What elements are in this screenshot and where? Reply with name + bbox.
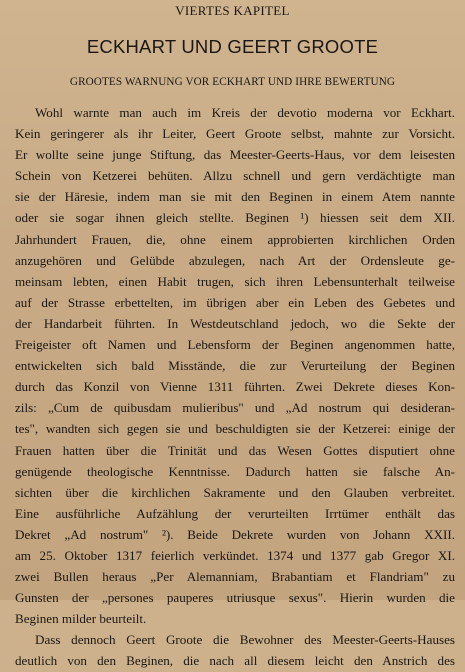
text-line: entwickelten sich bald Misstände, die zur Verurteilung der Beginen bbox=[15, 358, 455, 374]
body-text bbox=[15, 102, 455, 672]
text-line: Dass dennoch Geert Groote die Bewohner des Meester-Geerts-Hauses bbox=[35, 632, 455, 648]
text-line: meinsam lebten, einen Habit trugen, sich ihren Lebensunterhalt teilweise bbox=[15, 273, 455, 289]
section-subtitle: GROOTES WARNUNG VOR ECKHART UND IHRE BEWERTUNG bbox=[69, 76, 396, 88]
text-line: Eine ausführliche Aufzählung der verurteilten Irrtümer enthält das bbox=[15, 505, 455, 521]
text-line: Wohl warnte man auch im Kreis der devotio moderna vor Eckhart. bbox=[35, 105, 455, 120]
text-line: tes", wandten sich gegen sie und beschuldigten sie der Ketzerei: einige der bbox=[15, 421, 455, 437]
text-line-paragraph-end: Beginen milder beurteilt. bbox=[15, 611, 147, 627]
text-line: oder sie sogar ihnen gleich stellte. Beginen ¹) hiessen seit dem XII. bbox=[15, 210, 455, 226]
text-line: Dekret „Ad nostrum" ²). Beide Dekrete wurden von Johann XXII. bbox=[15, 526, 455, 542]
text-line: der Handarbeit führten. In Westdeutschland jedoch, wo die Sekte der bbox=[15, 315, 455, 331]
text-line: sichten über die kirchlichen Sakramente und den Glauben verbreitet. bbox=[15, 484, 455, 500]
text-line: deutlich von den Beginen, die nach all diesem leicht den Anstrich des bbox=[15, 653, 455, 669]
chapter-title: ECKHART UND GEERT GROOTE bbox=[86, 36, 379, 57]
text-line: sie der Häresie, indem man sie mit den Beginen in einem Atem nannte bbox=[15, 189, 455, 205]
text-line: Frauen hatten über die Trinität und das Wesen Gottes disputiert ohne bbox=[15, 442, 455, 458]
text-line: Jahrhundert Frauen, die, ohne einem approbierten kirchlichen Orden bbox=[15, 231, 455, 247]
text-line: auf der Strasse erbettelten, im übrigen aber ein Leben des Gebetes und bbox=[15, 294, 455, 310]
text-line: zwei Bullen heraus „Per Alemanniam, Brabantiam et Flandriam" zu bbox=[15, 569, 455, 585]
text-line: Freigeister oft Namen und Lebensform der Beginen angenommen hatte, bbox=[15, 337, 455, 353]
text-line: am 25. Oktober 1317 feierlich verkündet. 1374 und 1377 gab Gregor XI. bbox=[15, 547, 455, 563]
text-line: anzugehören und Gelübde abzulegen, nach Art der Ordensleute ge- bbox=[15, 252, 455, 268]
text-line: durch das Konzil von Vienne 1311 führten. Zwei Dekrete dieses Kon- bbox=[15, 379, 455, 395]
text-line: Schein von Ketzerei behüten. Allzu schnell und gern verdächtigte man bbox=[15, 168, 455, 184]
text-line: zils: „Cum de quibusdam mulieribus" und „Ad nostrum qui desideran- bbox=[15, 400, 455, 416]
text-line: Er wollte seine junge Stiftung, das Meester-Geerts-Haus, vor dem leisesten bbox=[15, 147, 455, 163]
text-line: genügende theologische Kenntnisse. Dadurch hatten sie falsche An- bbox=[15, 463, 455, 479]
text-line: Kein geringerer als ihr Leiter, Geert Groote selbst, mahnte zur Vorsicht. bbox=[15, 126, 455, 142]
text-line: Gunsten der „persones pauperes utriusque sexus". Hierin wurden die bbox=[15, 590, 455, 606]
chapter-label: VIERTES KAPITEL bbox=[175, 3, 290, 18]
